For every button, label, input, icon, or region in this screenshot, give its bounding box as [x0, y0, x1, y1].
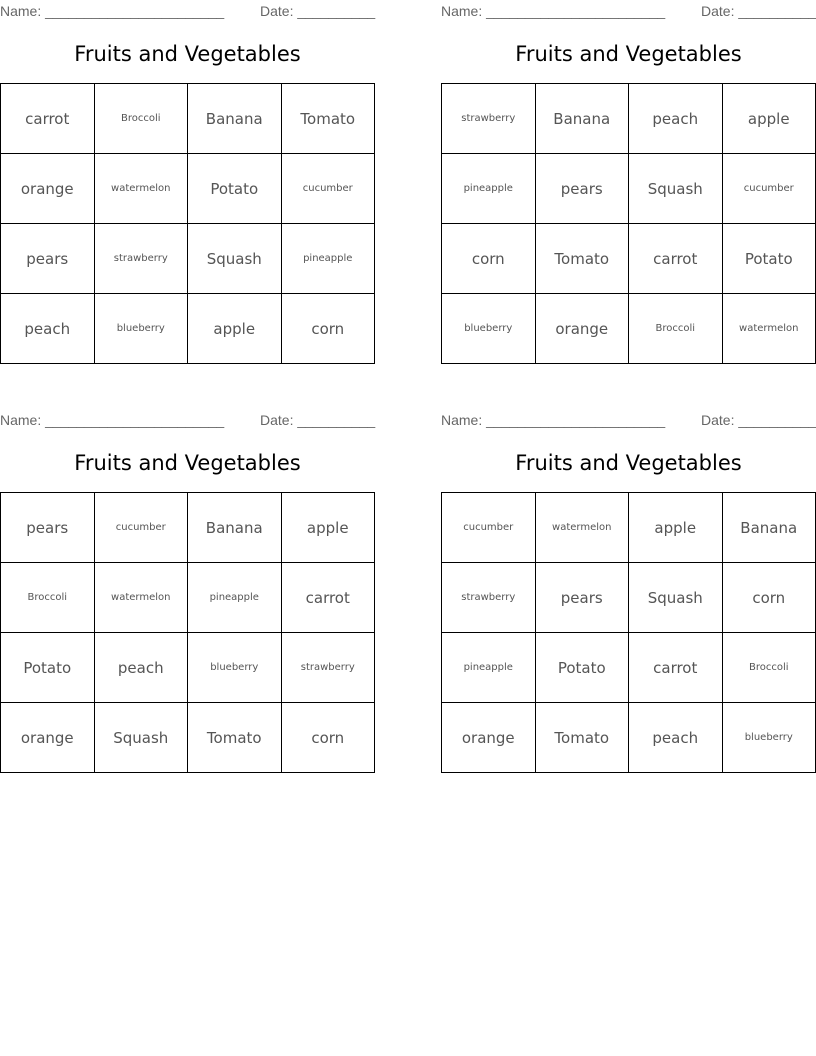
- grid-row: [442, 493, 816, 563]
- grid-row: [442, 294, 816, 364]
- bingo-grid: [0, 492, 375, 773]
- card-header: [441, 3, 816, 19]
- grid-cell: peach: [629, 703, 723, 773]
- card-title: Fruits and Vegetables: [515, 42, 742, 66]
- grid-cell: Banana: [722, 493, 816, 563]
- grid-cell: pineapple: [281, 224, 375, 294]
- grid-cell: pears: [1, 493, 95, 563]
- grid-cell: blueberry: [188, 633, 282, 703]
- grid-row: [1, 84, 375, 154]
- name-field-label: Name: _______________________: [441, 3, 666, 19]
- grid-cell: peach: [1, 294, 95, 364]
- grid-cell: Tomato: [188, 703, 282, 773]
- grid-cell: corn: [442, 224, 536, 294]
- grid-cell: Tomato: [535, 224, 629, 294]
- grid-cell: watermelon: [535, 493, 629, 563]
- grid-cell: orange: [1, 703, 95, 773]
- grid-cell: carrot: [629, 633, 723, 703]
- grid-cell: strawberry: [281, 633, 375, 703]
- grid-cell: blueberry: [94, 294, 188, 364]
- grid-cell: apple: [629, 493, 723, 563]
- grid-cell: pineapple: [188, 563, 282, 633]
- grid-cell: cucumber: [281, 154, 375, 224]
- grid-cell: orange: [535, 294, 629, 364]
- grid-row: [442, 154, 816, 224]
- card-header: [0, 3, 380, 19]
- grid-row: [442, 84, 816, 154]
- grid-cell: carrot: [281, 563, 375, 633]
- bingo-grid: [441, 83, 816, 364]
- grid-row: [1, 493, 375, 563]
- grid-cell: blueberry: [722, 703, 816, 773]
- grid-cell: strawberry: [442, 563, 536, 633]
- grid-cell: Broccoli: [94, 84, 188, 154]
- grid-cell: cucumber: [722, 154, 816, 224]
- bingo-grid: [0, 83, 375, 364]
- grid-cell: apple: [281, 493, 375, 563]
- date-field-label: Date: __________: [260, 412, 376, 428]
- date-field-label: Date: __________: [701, 3, 816, 19]
- card-title: Fruits and Vegetables: [74, 451, 301, 475]
- grid-cell: pears: [1, 224, 95, 294]
- name-field-label: Name: _______________________: [441, 412, 666, 428]
- date-field-label: Date: __________: [701, 412, 816, 428]
- grid-cell: Broccoli: [1, 563, 95, 633]
- grid-cell: Broccoli: [722, 633, 816, 703]
- card-header: [0, 412, 380, 428]
- grid-cell: corn: [281, 703, 375, 773]
- grid-row: [442, 224, 816, 294]
- grid-row: [1, 224, 375, 294]
- name-field-label: Name: _______________________: [0, 3, 225, 19]
- grid-cell: Potato: [722, 224, 816, 294]
- grid-cell: Squash: [629, 563, 723, 633]
- card-title: Fruits and Vegetables: [515, 451, 742, 475]
- grid-cell: watermelon: [94, 154, 188, 224]
- grid-cell: Squash: [94, 703, 188, 773]
- grid-row: [1, 633, 375, 703]
- grid-cell: strawberry: [442, 84, 536, 154]
- grid-cell: Tomato: [281, 84, 375, 154]
- grid-cell: strawberry: [94, 224, 188, 294]
- bingo-grid: [441, 492, 816, 773]
- grid-cell: Potato: [535, 633, 629, 703]
- grid-cell: carrot: [1, 84, 95, 154]
- grid-row: [1, 294, 375, 364]
- grid-cell: Banana: [188, 84, 282, 154]
- grid-cell: carrot: [629, 224, 723, 294]
- grid-cell: cucumber: [94, 493, 188, 563]
- grid-cell: pineapple: [442, 633, 536, 703]
- grid-cell: corn: [722, 563, 816, 633]
- grid-cell: Squash: [188, 224, 282, 294]
- grid-cell: Broccoli: [629, 294, 723, 364]
- grid-cell: corn: [281, 294, 375, 364]
- grid-row: [1, 703, 375, 773]
- grid-row: [1, 563, 375, 633]
- card-header: [441, 412, 816, 428]
- grid-cell: Banana: [188, 493, 282, 563]
- grid-cell: watermelon: [94, 563, 188, 633]
- grid-cell: blueberry: [442, 294, 536, 364]
- grid-row: [1, 154, 375, 224]
- grid-cell: peach: [629, 84, 723, 154]
- grid-row: [442, 703, 816, 773]
- grid-cell: pears: [535, 154, 629, 224]
- grid-row: [442, 633, 816, 703]
- grid-cell: orange: [442, 703, 536, 773]
- grid-cell: watermelon: [722, 294, 816, 364]
- grid-cell: Tomato: [535, 703, 629, 773]
- grid-cell: Potato: [1, 633, 95, 703]
- grid-cell: Potato: [188, 154, 282, 224]
- grid-row: [442, 563, 816, 633]
- grid-cell: orange: [1, 154, 95, 224]
- grid-cell: Squash: [629, 154, 723, 224]
- grid-cell: peach: [94, 633, 188, 703]
- grid-cell: pears: [535, 563, 629, 633]
- date-field-label: Date: __________: [260, 3, 376, 19]
- grid-cell: pineapple: [442, 154, 536, 224]
- name-field-label: Name: _______________________: [0, 412, 225, 428]
- grid-cell: Banana: [535, 84, 629, 154]
- grid-cell: apple: [722, 84, 816, 154]
- grid-cell: cucumber: [442, 493, 536, 563]
- grid-cell: apple: [188, 294, 282, 364]
- card-title: Fruits and Vegetables: [74, 42, 301, 66]
